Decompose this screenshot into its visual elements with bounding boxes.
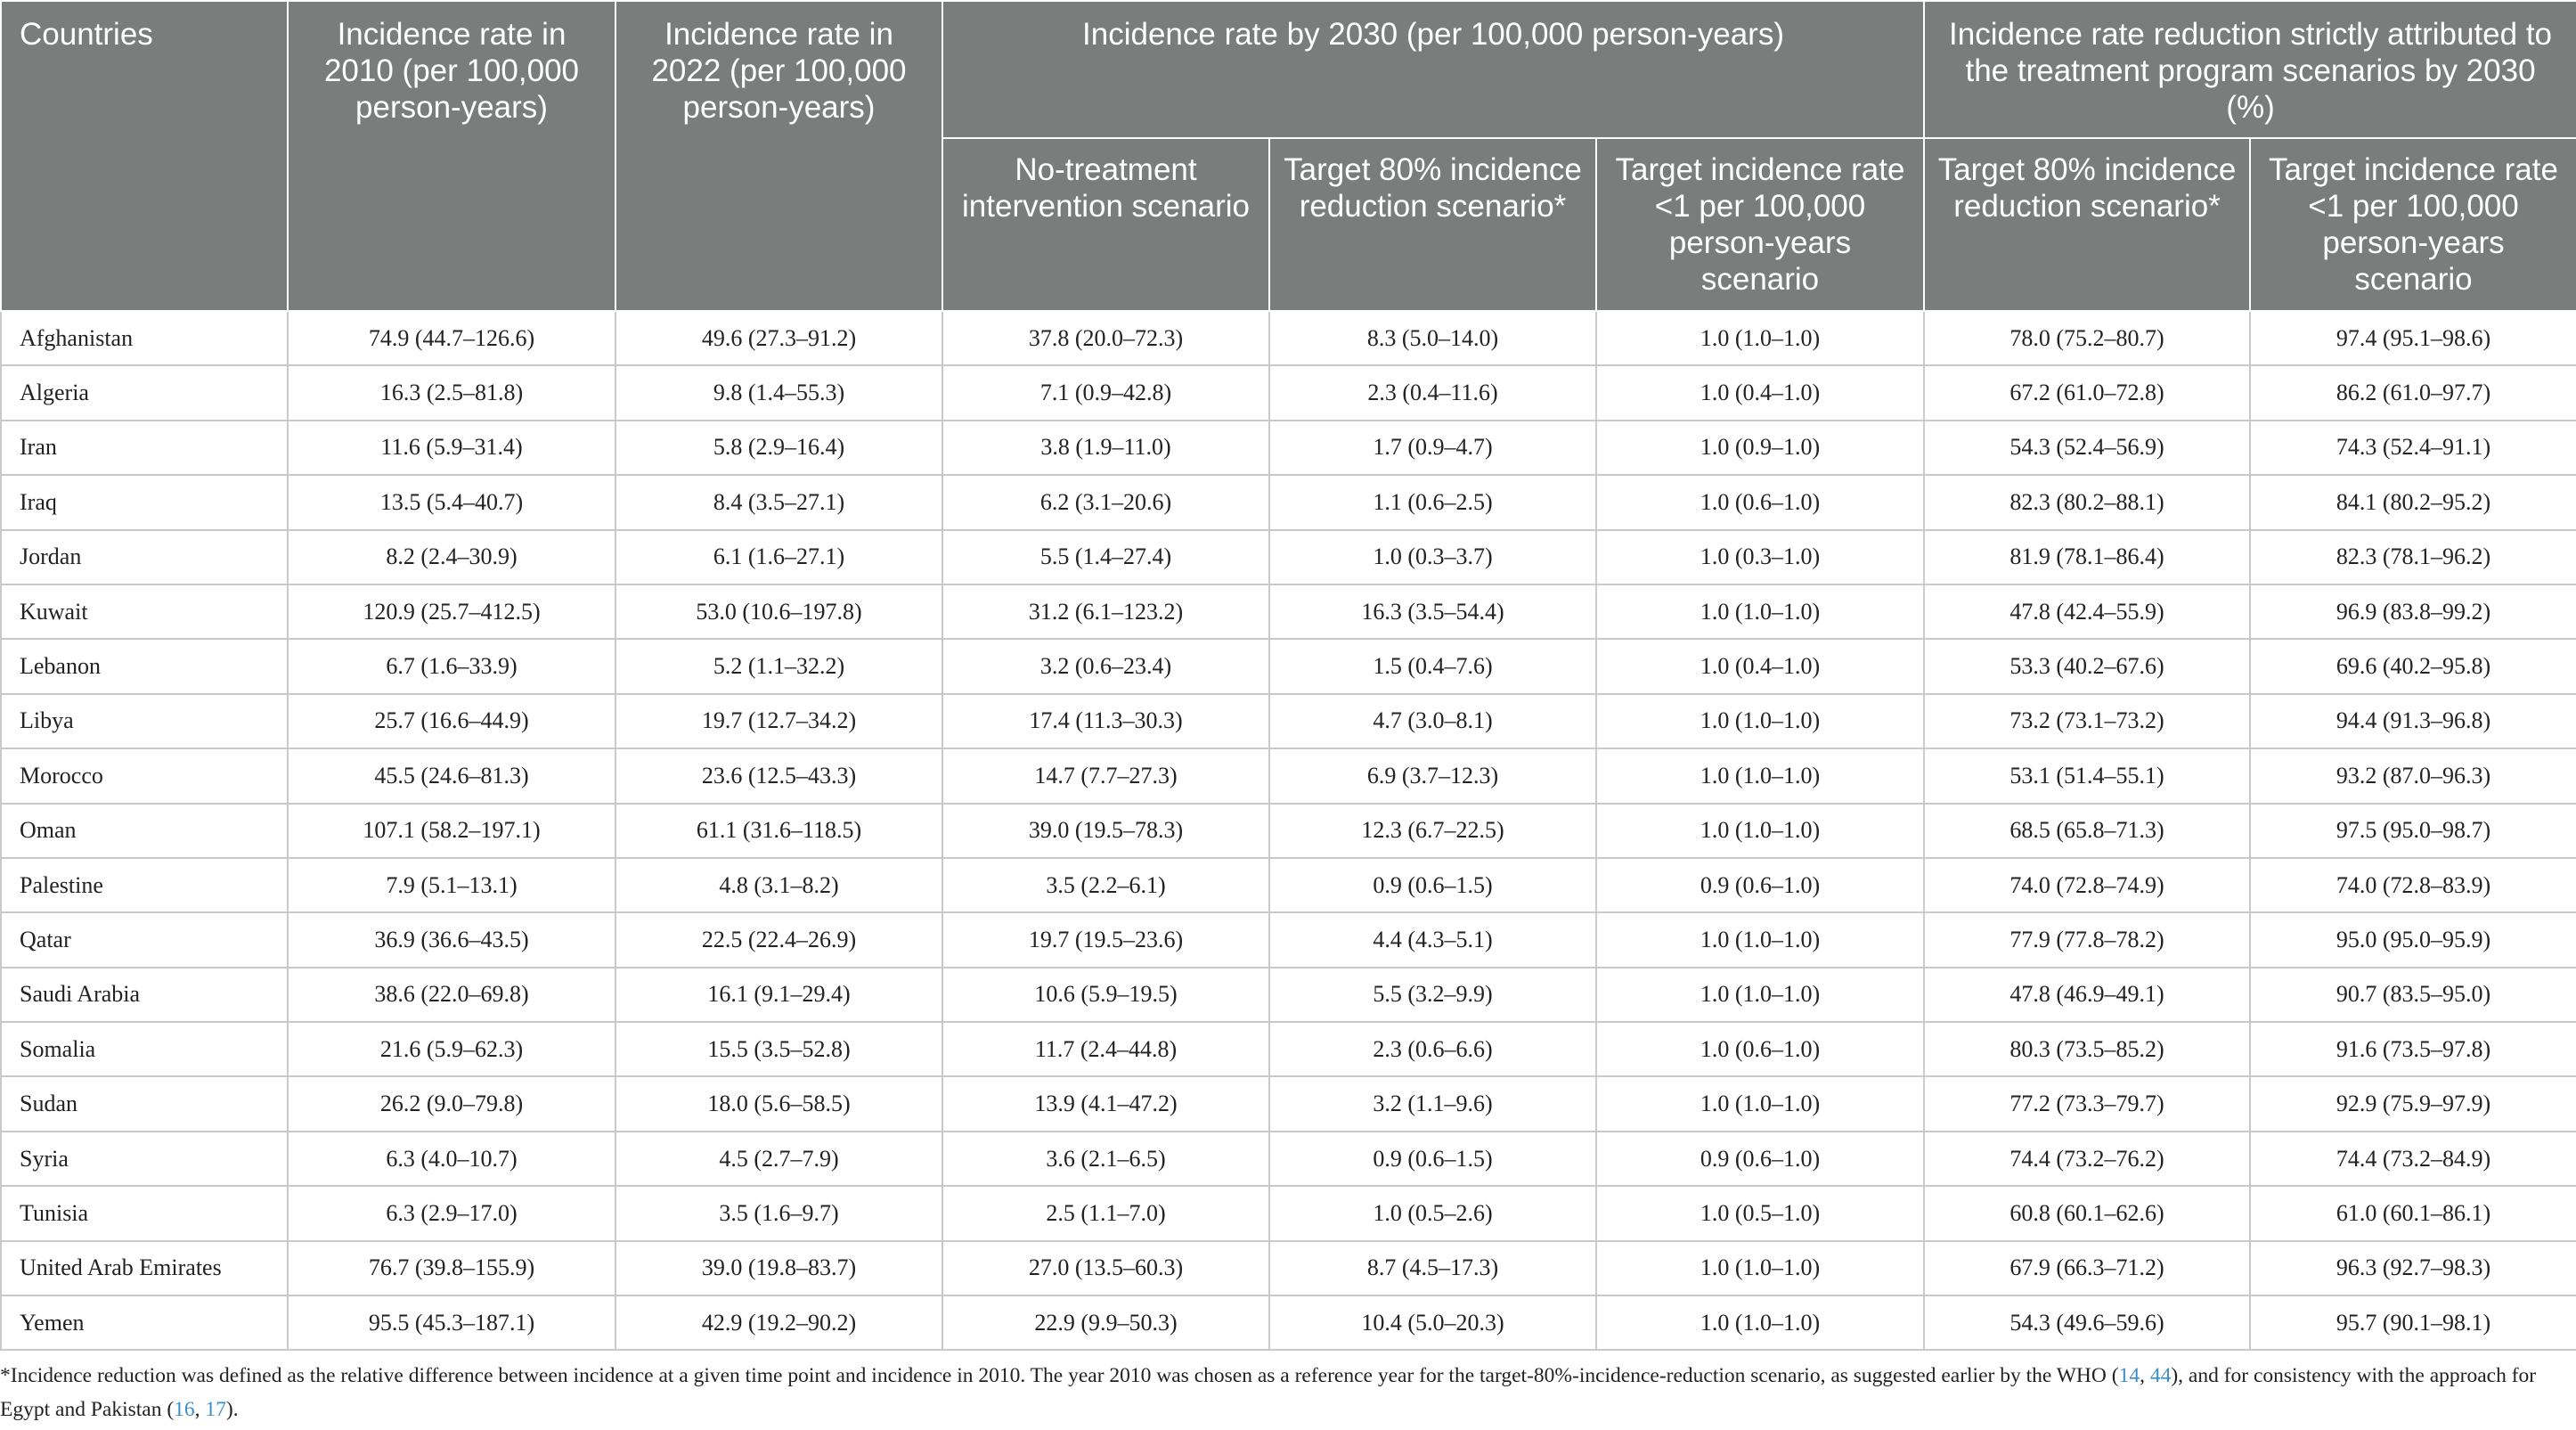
no-treatment-2030-cell: 3.5 (2.2–6.1) <box>942 858 1269 912</box>
table-row <box>1 530 2576 584</box>
reduction-target-lt1-cell: 95.7 (90.1–98.1) <box>2250 1295 2576 1350</box>
target-lt1-2030-cell: 1.0 (1.0–1.0) <box>1596 804 1924 858</box>
no-treatment-2030-cell: 3.6 (2.1–6.5) <box>942 1132 1269 1186</box>
no-treatment-2030-cell: 22.9 (9.9–50.3) <box>942 1295 1269 1350</box>
rate-2022-cell: 4.5 (2.7–7.9) <box>615 1132 942 1186</box>
country-cell: Palestine <box>1 858 288 912</box>
reduction-target-80-cell: 77.9 (77.8–78.2) <box>1924 912 2250 967</box>
country-cell: Saudi Arabia <box>1 968 288 1022</box>
country-cell: Iraq <box>1 475 288 529</box>
rate-2010-cell: 120.9 (25.7–412.5) <box>288 584 615 639</box>
reduction-target-80-cell: 68.5 (65.8–71.3) <box>1924 804 2250 858</box>
rate-2022-cell: 5.2 (1.1–32.2) <box>615 639 942 693</box>
no-treatment-2030-cell: 2.5 (1.1–7.0) <box>942 1186 1269 1240</box>
table-header <box>1 1 2576 311</box>
reduction-target-lt1-cell: 97.4 (95.1–98.6) <box>2250 311 2576 365</box>
reduction-target-lt1-cell: 61.0 (60.1–86.1) <box>2250 1186 2576 1240</box>
target-lt1-2030-cell: 1.0 (1.0–1.0) <box>1596 311 1924 365</box>
target-80-2030-cell: 5.5 (3.2–9.9) <box>1269 968 1596 1022</box>
no-treatment-2030-cell: 37.8 (20.0–72.3) <box>942 311 1269 365</box>
country-cell: United Arab Emirates <box>1 1241 288 1295</box>
table-row <box>1 639 2576 693</box>
target-80-2030-cell: 4.7 (3.0–8.1) <box>1269 694 1596 748</box>
table-row <box>1 1132 2576 1186</box>
rate-2022-cell: 61.1 (31.6–118.5) <box>615 804 942 858</box>
table-body <box>1 311 2576 1350</box>
footnote-separator: , <box>2140 1364 2150 1387</box>
table-row <box>1 858 2576 912</box>
target-80-2030-cell: 4.4 (4.3–5.1) <box>1269 912 1596 967</box>
footnote-separator: , <box>194 1398 206 1421</box>
header-rate-2022: Incidence rate in 2022 (per 100,000 person-years) <box>615 1 942 311</box>
rate-2010-cell: 25.7 (16.6–44.9) <box>288 694 615 748</box>
reduction-target-lt1-cell: 74.0 (72.8–83.9) <box>2250 858 2576 912</box>
table-row <box>1 748 2576 803</box>
rate-2010-cell: 11.6 (5.9–31.4) <box>288 421 615 475</box>
target-lt1-2030-cell: 1.0 (1.0–1.0) <box>1596 1295 1924 1350</box>
table-row <box>1 968 2576 1022</box>
reduction-target-80-cell: 80.3 (73.5–85.2) <box>1924 1022 2250 1076</box>
reduction-target-lt1-cell: 96.9 (83.8–99.2) <box>2250 584 2576 639</box>
rate-2010-cell: 6.7 (1.6–33.9) <box>288 639 615 693</box>
target-80-2030-cell: 16.3 (3.5–54.4) <box>1269 584 1596 639</box>
rate-2010-cell: 74.9 (44.7–126.6) <box>288 311 615 365</box>
reduction-target-lt1-cell: 96.3 (92.7–98.3) <box>2250 1241 2576 1295</box>
table-footnote <box>0 1359 2565 1426</box>
target-lt1-2030-cell: 1.0 (1.0–1.0) <box>1596 968 1924 1022</box>
rate-2022-cell: 9.8 (1.4–55.3) <box>615 365 942 420</box>
table-row <box>1 1241 2576 1295</box>
footnote-ref-link[interactable]: 44 <box>2149 1364 2172 1387</box>
target-80-2030-cell: 8.7 (4.5–17.3) <box>1269 1241 1596 1295</box>
header-no-treatment: No-treatment intervention scenario <box>942 138 1269 311</box>
target-lt1-2030-cell: 1.0 (0.9–1.0) <box>1596 421 1924 475</box>
no-treatment-2030-cell: 19.7 (19.5–23.6) <box>942 912 1269 967</box>
table-row <box>1 584 2576 639</box>
rate-2022-cell: 16.1 (9.1–29.4) <box>615 968 942 1022</box>
reduction-target-lt1-cell: 94.4 (91.3–96.8) <box>2250 694 2576 748</box>
table-row <box>1 694 2576 748</box>
country-cell: Afghanistan <box>1 311 288 365</box>
table-row <box>1 421 2576 475</box>
reduction-target-80-cell: 74.4 (73.2–76.2) <box>1924 1132 2250 1186</box>
reduction-target-lt1-cell: 74.3 (52.4–91.1) <box>2250 421 2576 475</box>
country-cell: Iran <box>1 421 288 475</box>
rate-2022-cell: 8.4 (3.5–27.1) <box>615 475 942 529</box>
header-rate-2010: Incidence rate in 2010 (per 100,000 person-years) <box>288 1 615 311</box>
reduction-target-80-cell: 74.0 (72.8–74.9) <box>1924 858 2250 912</box>
target-lt1-2030-cell: 1.0 (0.6–1.0) <box>1596 475 1924 529</box>
target-80-2030-cell: 2.3 (0.6–6.6) <box>1269 1022 1596 1076</box>
country-cell: Somalia <box>1 1022 288 1076</box>
rate-2010-cell: 26.2 (9.0–79.8) <box>288 1076 615 1131</box>
table-row <box>1 1186 2576 1240</box>
rate-2022-cell: 3.5 (1.6–9.7) <box>615 1186 942 1240</box>
reduction-target-lt1-cell: 69.6 (40.2–95.8) <box>2250 639 2576 693</box>
target-80-2030-cell: 8.3 (5.0–14.0) <box>1269 311 1596 365</box>
reduction-target-lt1-cell: 90.7 (83.5–95.0) <box>2250 968 2576 1022</box>
target-lt1-2030-cell: 1.0 (0.4–1.0) <box>1596 639 1924 693</box>
no-treatment-2030-cell: 27.0 (13.5–60.3) <box>942 1241 1269 1295</box>
rate-2022-cell: 53.0 (10.6–197.8) <box>615 584 942 639</box>
country-cell: Algeria <box>1 365 288 420</box>
table-row <box>1 1076 2576 1131</box>
header-target-80: Target 80% incidence reduction scenario* <box>1269 138 1596 311</box>
target-80-2030-cell: 3.2 (1.1–9.6) <box>1269 1076 1596 1131</box>
table-row <box>1 311 2576 365</box>
rate-2010-cell: 38.6 (22.0–69.8) <box>288 968 615 1022</box>
country-cell: Tunisia <box>1 1186 288 1240</box>
rate-2010-cell: 8.2 (2.4–30.9) <box>288 530 615 584</box>
reduction-target-lt1-cell: 74.4 (73.2–84.9) <box>2250 1132 2576 1186</box>
country-cell: Oman <box>1 804 288 858</box>
reduction-target-lt1-cell: 93.2 (87.0–96.3) <box>2250 748 2576 803</box>
target-80-2030-cell: 0.9 (0.6–1.5) <box>1269 1132 1596 1186</box>
reduction-target-80-cell: 73.2 (73.1–73.2) <box>1924 694 2250 748</box>
target-80-2030-cell: 0.9 (0.6–1.5) <box>1269 858 1596 912</box>
target-80-2030-cell: 2.3 (0.4–11.6) <box>1269 365 1596 420</box>
rate-2022-cell: 18.0 (5.6–58.5) <box>615 1076 942 1131</box>
rate-2022-cell: 22.5 (22.4–26.9) <box>615 912 942 967</box>
reduction-target-80-cell: 67.9 (66.3–71.2) <box>1924 1241 2250 1295</box>
rate-2010-cell: 6.3 (4.0–10.7) <box>288 1132 615 1186</box>
target-lt1-2030-cell: 1.0 (1.0–1.0) <box>1596 912 1924 967</box>
header-reduction-target-80: Target 80% incidence reduction scenario* <box>1924 138 2250 311</box>
footnote-text: *Incidence reduction was defined as the relative difference between incidence at a given time point and incidence in 2010. The year 2010 was chosen as a reference year for the target-80%-incidence-reduction scenario, as suggested earlier by the WHO ( <box>0 1364 2119 1387</box>
rate-2010-cell: 36.9 (36.6–43.5) <box>288 912 615 967</box>
table-row <box>1 1295 2576 1350</box>
reduction-target-80-cell: 47.8 (46.9–49.1) <box>1924 968 2250 1022</box>
table-row <box>1 365 2576 420</box>
no-treatment-2030-cell: 6.2 (3.1–20.6) <box>942 475 1269 529</box>
target-lt1-2030-cell: 1.0 (1.0–1.0) <box>1596 584 1924 639</box>
reduction-target-80-cell: 54.3 (49.6–59.6) <box>1924 1295 2250 1350</box>
target-80-2030-cell: 6.9 (3.7–12.3) <box>1269 748 1596 803</box>
rate-2022-cell: 42.9 (19.2–90.2) <box>615 1295 942 1350</box>
target-80-2030-cell: 1.1 (0.6–2.5) <box>1269 475 1596 529</box>
reduction-target-lt1-cell: 95.0 (95.0–95.9) <box>2250 912 2576 967</box>
footnote-text: ). <box>225 1398 239 1421</box>
no-treatment-2030-cell: 3.8 (1.9–11.0) <box>942 421 1269 475</box>
rate-2010-cell: 7.9 (5.1–13.1) <box>288 858 615 912</box>
reduction-target-80-cell: 54.3 (52.4–56.9) <box>1924 421 2250 475</box>
header-target-lt1: Target incidence rate <1 per 100,000 person-years scenario <box>1596 138 1924 311</box>
header-group-2030: Incidence rate by 2030 (per 100,000 person-years) <box>942 1 1924 138</box>
target-lt1-2030-cell: 1.0 (1.0–1.0) <box>1596 694 1924 748</box>
target-lt1-2030-cell: 1.0 (1.0–1.0) <box>1596 1241 1924 1295</box>
rate-2010-cell: 45.5 (24.6–81.3) <box>288 748 615 803</box>
rate-2022-cell: 15.5 (3.5–52.8) <box>615 1022 942 1076</box>
target-80-2030-cell: 12.3 (6.7–22.5) <box>1269 804 1596 858</box>
header-countries: Countries <box>1 1 288 311</box>
country-cell: Yemen <box>1 1295 288 1350</box>
rate-2010-cell: 21.6 (5.9–62.3) <box>288 1022 615 1076</box>
rate-2010-cell: 76.7 (39.8–155.9) <box>288 1241 615 1295</box>
country-cell: Morocco <box>1 748 288 803</box>
country-cell: Syria <box>1 1132 288 1186</box>
reduction-target-lt1-cell: 92.9 (75.9–97.9) <box>2250 1076 2576 1131</box>
target-lt1-2030-cell: 1.0 (0.5–1.0) <box>1596 1186 1924 1240</box>
country-cell: Kuwait <box>1 584 288 639</box>
footnote-text: ), and for consistency with the approach for Egypt and Pakistan ( <box>0 1364 2537 1421</box>
no-treatment-2030-cell: 10.6 (5.9–19.5) <box>942 968 1269 1022</box>
target-80-2030-cell: 1.7 (0.9–4.7) <box>1269 421 1596 475</box>
table-row <box>1 475 2576 529</box>
reduction-target-80-cell: 60.8 (60.1–62.6) <box>1924 1186 2250 1240</box>
rate-2022-cell: 49.6 (27.3–91.2) <box>615 311 942 365</box>
rate-2022-cell: 39.0 (19.8–83.7) <box>615 1241 942 1295</box>
no-treatment-2030-cell: 7.1 (0.9–42.8) <box>942 365 1269 420</box>
header-group-reduction: Incidence rate reduction strictly attributed to the treatment program scenarios by 2030 (%) <box>1924 1 2576 138</box>
rate-2010-cell: 16.3 (2.5–81.8) <box>288 365 615 420</box>
reduction-target-80-cell: 78.0 (75.2–80.7) <box>1924 311 2250 365</box>
country-cell: Libya <box>1 694 288 748</box>
reduction-target-80-cell: 47.8 (42.4–55.9) <box>1924 584 2250 639</box>
no-treatment-2030-cell: 11.7 (2.4–44.8) <box>942 1022 1269 1076</box>
rate-2010-cell: 107.1 (58.2–197.1) <box>288 804 615 858</box>
target-lt1-2030-cell: 0.9 (0.6–1.0) <box>1596 1132 1924 1186</box>
rate-2010-cell: 13.5 (5.4–40.7) <box>288 475 615 529</box>
target-lt1-2030-cell: 1.0 (1.0–1.0) <box>1596 748 1924 803</box>
rate-2010-cell: 6.3 (2.9–17.0) <box>288 1186 615 1240</box>
target-lt1-2030-cell: 0.9 (0.6–1.0) <box>1596 858 1924 912</box>
target-lt1-2030-cell: 1.0 (0.4–1.0) <box>1596 365 1924 420</box>
reduction-target-lt1-cell: 84.1 (80.2–95.2) <box>2250 475 2576 529</box>
reduction-target-80-cell: 67.2 (61.0–72.8) <box>1924 365 2250 420</box>
no-treatment-2030-cell: 5.5 (1.4–27.4) <box>942 530 1269 584</box>
header-reduction-target-lt1: Target incidence rate <1 per 100,000 person-years scenario <box>2250 138 2576 311</box>
no-treatment-2030-cell: 3.2 (0.6–23.4) <box>942 639 1269 693</box>
target-80-2030-cell: 1.0 (0.5–2.6) <box>1269 1186 1596 1240</box>
table-row <box>1 1022 2576 1076</box>
no-treatment-2030-cell: 17.4 (11.3–30.3) <box>942 694 1269 748</box>
rate-2022-cell: 4.8 (3.1–8.2) <box>615 858 942 912</box>
rate-2022-cell: 23.6 (12.5–43.3) <box>615 748 942 803</box>
country-cell: Jordan <box>1 530 288 584</box>
target-80-2030-cell: 10.4 (5.0–20.3) <box>1269 1295 1596 1350</box>
country-cell: Sudan <box>1 1076 288 1131</box>
reduction-target-80-cell: 53.1 (51.4–55.1) <box>1924 748 2250 803</box>
reduction-target-lt1-cell: 91.6 (73.5–97.8) <box>2250 1022 2576 1076</box>
footnote-ref-link[interactable]: 14 <box>2118 1364 2140 1387</box>
footnote-ref-link[interactable]: 16 <box>174 1398 195 1421</box>
rate-2022-cell: 5.8 (2.9–16.4) <box>615 421 942 475</box>
reduction-target-80-cell: 82.3 (80.2–88.1) <box>1924 475 2250 529</box>
target-lt1-2030-cell: 1.0 (1.0–1.0) <box>1596 1076 1924 1131</box>
reduction-target-lt1-cell: 86.2 (61.0–97.7) <box>2250 365 2576 420</box>
rate-2022-cell: 19.7 (12.7–34.2) <box>615 694 942 748</box>
table-row <box>1 804 2576 858</box>
table-row <box>1 912 2576 967</box>
reduction-target-80-cell: 53.3 (40.2–67.6) <box>1924 639 2250 693</box>
target-lt1-2030-cell: 1.0 (0.6–1.0) <box>1596 1022 1924 1076</box>
no-treatment-2030-cell: 13.9 (4.1–47.2) <box>942 1076 1269 1131</box>
target-lt1-2030-cell: 1.0 (0.3–1.0) <box>1596 530 1924 584</box>
footnote-ref-link[interactable]: 17 <box>205 1398 226 1421</box>
no-treatment-2030-cell: 39.0 (19.5–78.3) <box>942 804 1269 858</box>
rate-2010-cell: 95.5 (45.3–187.1) <box>288 1295 615 1350</box>
country-cell: Qatar <box>1 912 288 967</box>
reduction-target-lt1-cell: 82.3 (78.1–96.2) <box>2250 530 2576 584</box>
reduction-target-80-cell: 77.2 (73.3–79.7) <box>1924 1076 2250 1131</box>
reduction-target-80-cell: 81.9 (78.1–86.4) <box>1924 530 2250 584</box>
target-80-2030-cell: 1.0 (0.3–3.7) <box>1269 530 1596 584</box>
rate-2022-cell: 6.1 (1.6–27.1) <box>615 530 942 584</box>
no-treatment-2030-cell: 31.2 (6.1–123.2) <box>942 584 1269 639</box>
country-cell: Lebanon <box>1 639 288 693</box>
reduction-target-lt1-cell: 97.5 (95.0–98.7) <box>2250 804 2576 858</box>
no-treatment-2030-cell: 14.7 (7.7–27.3) <box>942 748 1269 803</box>
target-80-2030-cell: 1.5 (0.4–7.6) <box>1269 639 1596 693</box>
